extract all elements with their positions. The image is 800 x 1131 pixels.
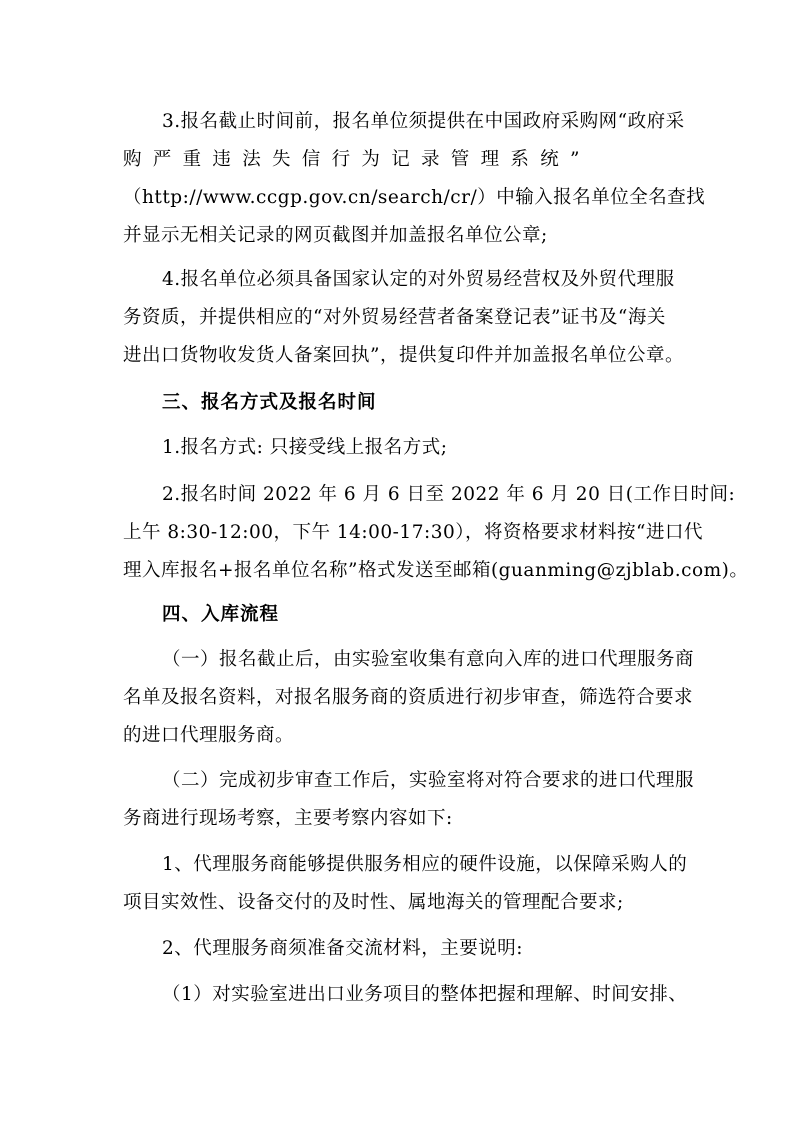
item-1-line-2: 项目实效性、设备交付的及时性、属地海关的管理配合要求; (123, 892, 624, 913)
registration-time-line-2: 上午 8:30-12:00，下午 14:00-17:30），将资格要求材料按“进口代 (123, 522, 703, 543)
registration-time-line-3: 理入库报名+报名单位名称”格式发送至邮箱(guanming@zjblab.com)。 (123, 560, 749, 581)
paragraph-4-line-3: 进出口货物收发货人备案回执”，提供复印件并加盖报名单位公章。 (123, 345, 684, 366)
registration-time-line-1: 2.报名时间 2022 年 6 月 6 日至 2022 年 6 月 20 日(工作日时间: (162, 484, 736, 505)
step-1-line-2: 名单及报名资料，对报名服务商的资质进行初步审查，筛选符合要求 (123, 687, 694, 708)
registration-method: 1.报名方式: 只接受线上报名方式; (162, 437, 448, 458)
step-1-line-1: （一）报名截止后，由实验室收集有意向入库的进口代理服务商 (162, 649, 695, 670)
section-heading-4: 四、入库流程 (162, 604, 280, 625)
item-2-line-1: 2、代理服务商须准备交流材料，主要说明: (162, 938, 524, 959)
paragraph-3-line-2: 购严重违法失信行为记录管理系统” (123, 149, 591, 170)
subitem-1-line-1: （1）对实验室进出口业务项目的整体把握和理解、时间安排、 (162, 984, 688, 1005)
paragraph-4-line-2: 务资质，并提供相应的“对外贸易经营者备案登记表”证书及“海关 (123, 307, 666, 328)
section-heading-3: 三、报名方式及报名时间 (162, 392, 377, 413)
step-2-line-1: （二）完成初步审查工作后，实验室将对符合要求的进口代理服 (162, 770, 695, 791)
step-2-line-2: 务商进行现场考察，主要考察内容如下: (123, 808, 453, 829)
paragraph-3-line-4: 并显示无相关记录的网页截图并加盖报名单位公章; (123, 225, 548, 246)
step-1-line-3: 的进口代理服务商。 (123, 725, 295, 746)
paragraph-3-line-1: 3.报名截止时间前，报名单位须提供在中国政府采购网“政府采 (162, 111, 685, 132)
item-1-line-1: 1、代理服务商能够提供服务相应的硬件设施，以保障采购人的 (162, 854, 688, 875)
paragraph-3-line-3: （http://www.ccgp.gov.cn/search/cr/）中输入报名单位全名查找 (123, 187, 706, 208)
paragraph-4-line-1: 4.报名单位必须具备国家认定的对外贸易经营权及外贸代理服 (162, 269, 675, 290)
